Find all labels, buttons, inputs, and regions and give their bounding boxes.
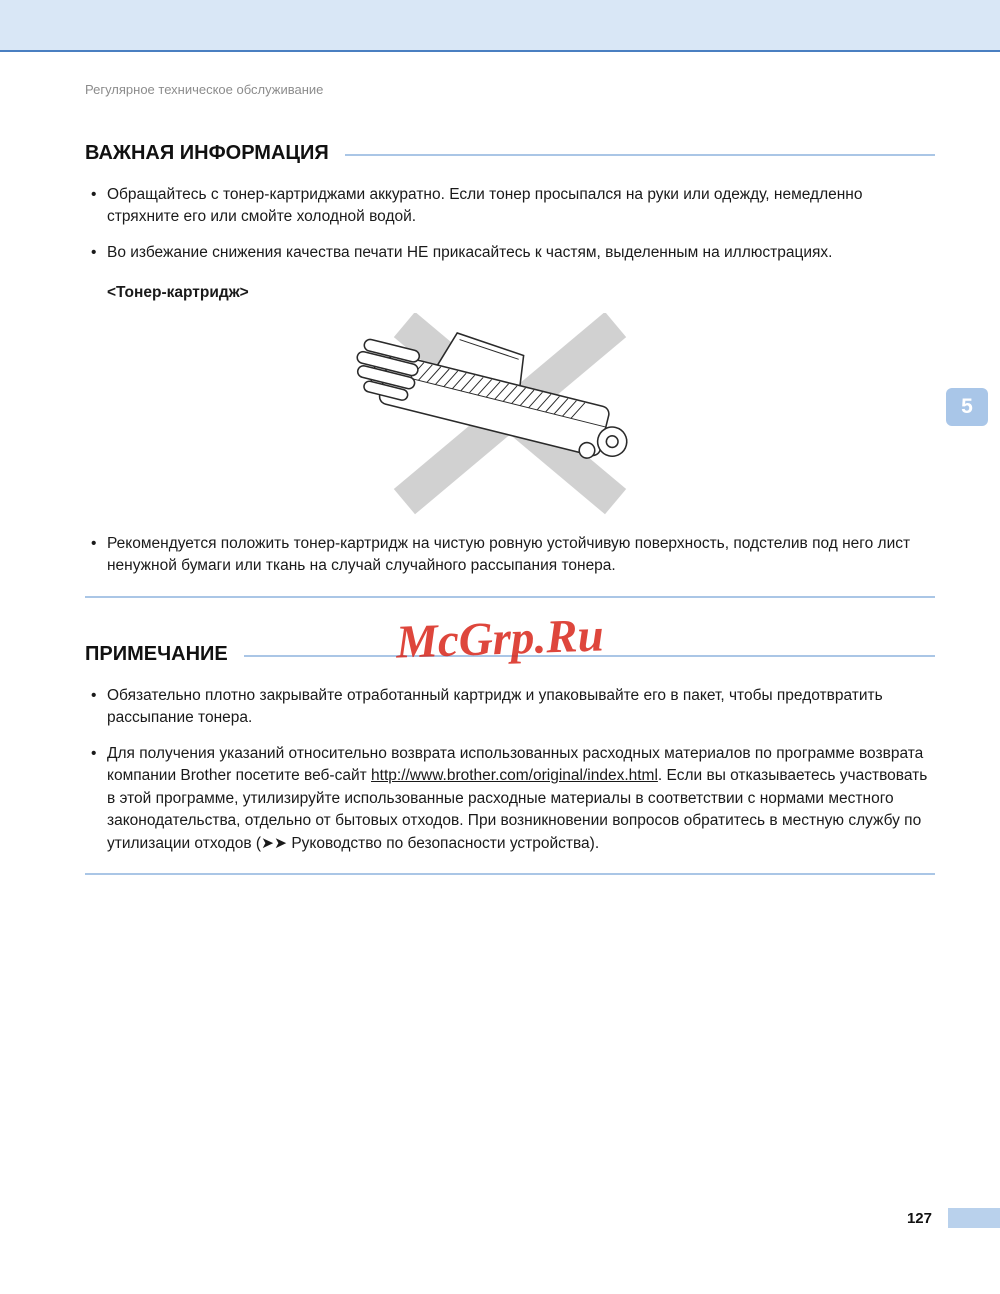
- title-rule: [244, 655, 935, 657]
- watermark: McGrp.Ru: [395, 609, 605, 669]
- important-bullet-list: [85, 184, 935, 264]
- important-bullet-2: • Во избежание снижения качества печати НЕ прикасайтесь к частям, выделенным на иллюстрациях.: [85, 242, 935, 264]
- page-content: [85, 139, 935, 875]
- note-section: [85, 640, 935, 875]
- header-band: [0, 0, 1000, 52]
- important-closing-list: [85, 533, 935, 578]
- running-header: Регулярное техническое обслуживание: [85, 82, 324, 97]
- toner-cartridge-figure: [340, 313, 680, 517]
- section-title-note: ПРИМЕЧАНИЕ: [85, 642, 228, 665]
- note-bullet-2-text-after: . Если вы отказываетесь участвовать в этой программе, утилизируйте использованные расходные материалы в соответствии с нормами местного законодательства, отдельно от бытовых отходов. При возникновении вопросов обратитесь в местную службу по утилизации отходов (➤➤ Руководство по безопасности устройства).: [107, 767, 928, 852]
- footer-band: [948, 1208, 1000, 1228]
- important-section: [85, 139, 935, 598]
- note-bullet-1: • Обязательно плотно закрывайте отработанный картридж и упаковывайте его в пакет, чтобы предотвратить рассыпание тонера.: [85, 685, 935, 730]
- important-bullet-3: • Рекомендуется положить тонер-картридж на чистую ровную устойчивую поверхность, подстелив под него лист ненужной бумаги или ткань на случай случайного рассыпания тонера.: [85, 533, 935, 578]
- important-bullet-1: • Обращайтесь с тонер-картриджами аккуратно. Если тонер просыпался на руки или одежду, немедленно стряхните его или смойте холодной водой.: [85, 184, 935, 229]
- brother-original-link[interactable]: http://www.brother.com/original/index.html: [371, 767, 658, 785]
- important-title-row: [85, 139, 935, 168]
- title-rule: [345, 154, 935, 156]
- note-bullet-2-text-before: Для получения указаний относительно возврата использованных расходных материалов по программе возврата компании Brother посетите веб-сайт: [107, 744, 924, 785]
- note-bullet-2: [85, 743, 935, 855]
- section-end-rule: [85, 596, 935, 598]
- toner-cartridge-drawing: [345, 313, 675, 517]
- section-end-rule: [85, 873, 935, 875]
- note-bullet-list: [85, 685, 935, 855]
- figure-label: <Тонер-картридж>: [107, 284, 249, 302]
- note-title-row: [85, 640, 935, 669]
- section-title-important: ВАЖНАЯ ИНФОРМАЦИЯ: [85, 142, 329, 164]
- page-number: 127: [906, 1210, 932, 1227]
- chapter-tab: 5: [946, 388, 988, 426]
